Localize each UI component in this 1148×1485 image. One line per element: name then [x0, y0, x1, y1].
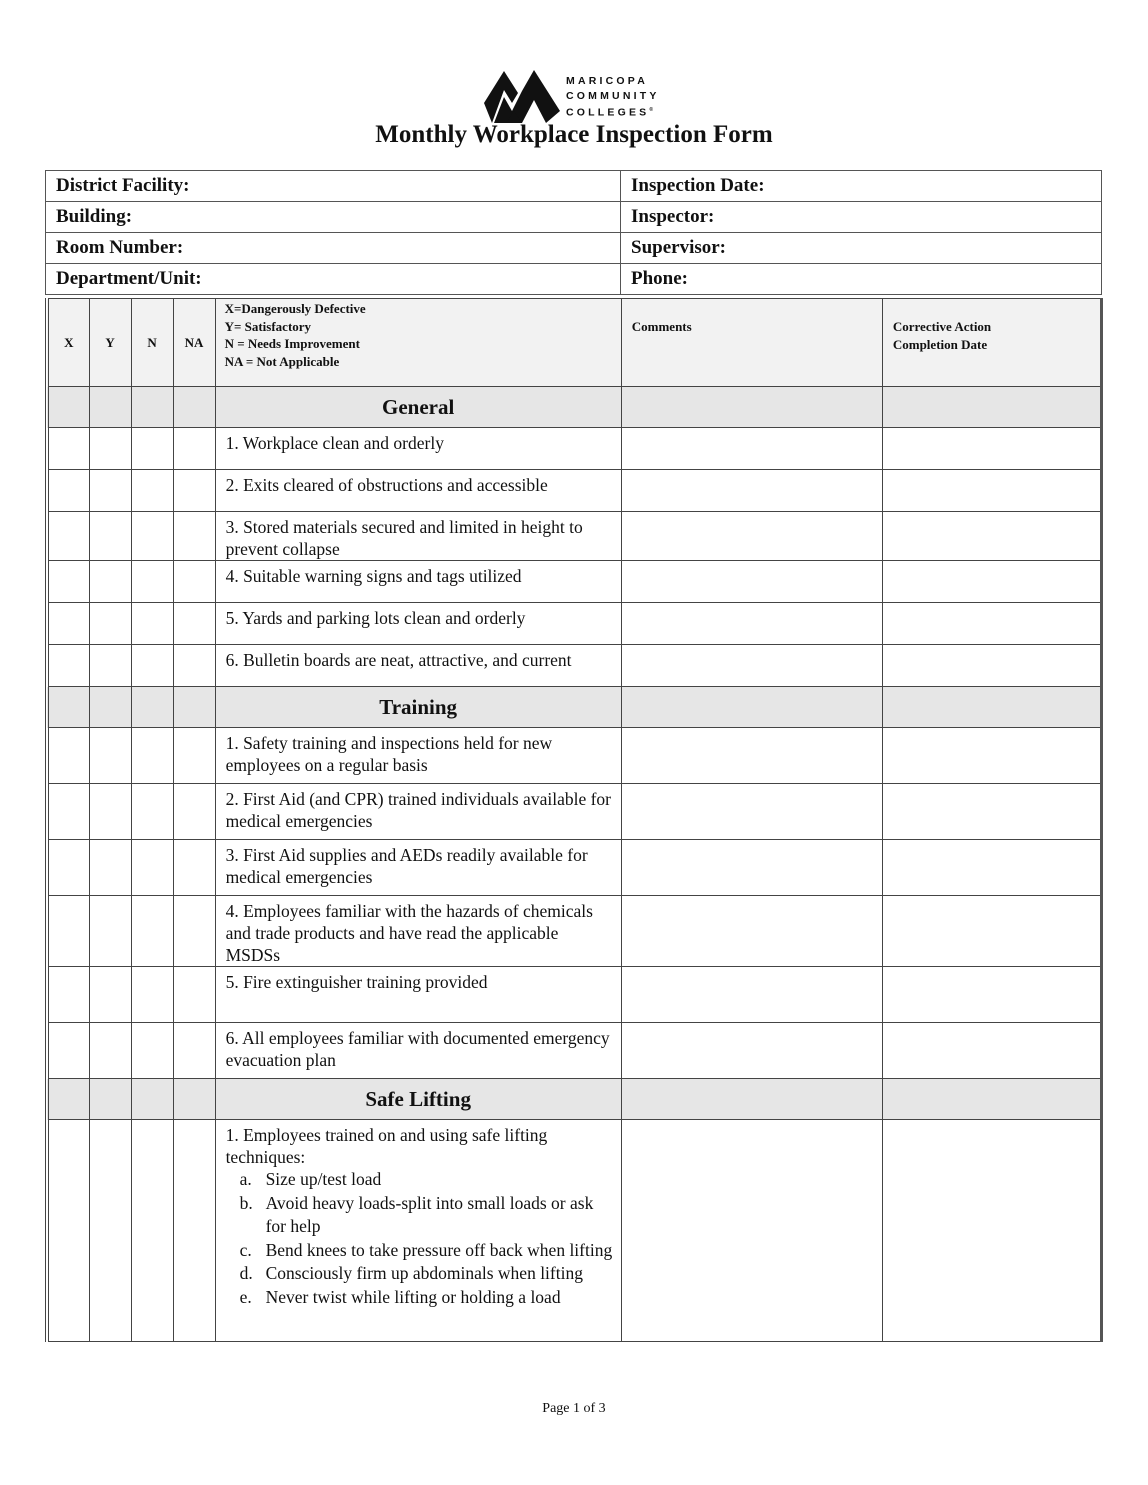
table-row: [47, 784, 1102, 840]
page-title: Monthly Workplace Inspection Form: [375, 121, 773, 148]
sub-item: [226, 1239, 613, 1263]
sub-item: [226, 1286, 613, 1310]
item-text: 2. First Aid (and CPR) trained individuals available for medical emergencies: [225, 789, 611, 831]
section-blank-cell: [621, 687, 882, 728]
rating-cell-na[interactable]: [173, 470, 215, 512]
section-blank-cell: [173, 387, 215, 428]
checklist-item: [215, 1023, 621, 1079]
rating-cell-x[interactable]: [47, 428, 89, 470]
rating-cell-y[interactable]: [89, 428, 131, 470]
sub-item-text: Size up/test load: [265, 1169, 382, 1189]
rating-cell-n[interactable]: [131, 645, 173, 687]
rating-cell-n[interactable]: [131, 967, 173, 1023]
table-row: [47, 1120, 1102, 1342]
mountain-logo-icon: [484, 67, 560, 123]
checklist-item: [215, 603, 621, 645]
rating-cell-n[interactable]: [131, 428, 173, 470]
checklist-item: [215, 561, 621, 603]
table-row: [47, 512, 1102, 561]
info-row: [46, 233, 1102, 264]
section-blank-cell: [173, 687, 215, 728]
item-text: 1. Workplace clean and orderly: [225, 433, 444, 453]
rating-cell-na[interactable]: [173, 896, 215, 967]
sub-item-text: Consciously firm up abdominals when lifting: [265, 1263, 583, 1283]
rating-cell-n[interactable]: [131, 470, 173, 512]
info-row: [46, 202, 1102, 233]
comments-cell[interactable]: [621, 840, 882, 896]
sub-item: [226, 1262, 613, 1286]
rating-cell-y[interactable]: [89, 967, 131, 1023]
section-blank-cell: [882, 687, 1101, 728]
district-facility-field[interactable]: District Facility:: [46, 171, 621, 202]
rating-cell-na[interactable]: [173, 967, 215, 1023]
sub-item-letter: d.: [239, 1263, 253, 1283]
completion-date-cell[interactable]: [882, 561, 1101, 603]
comments-cell[interactable]: [621, 645, 882, 687]
rating-cell-n[interactable]: [131, 561, 173, 603]
sub-item-text: Bend knees to take pressure off back when lifting: [265, 1239, 613, 1260]
sub-item-text: Avoid heavy loads-split into small loads or ask for help: [265, 1192, 594, 1236]
sub-item-letter: e.: [239, 1286, 252, 1307]
rating-cell-y[interactable]: [89, 512, 131, 561]
department-unit-field[interactable]: Department/Unit:: [46, 264, 621, 295]
rating-cell-y[interactable]: [89, 784, 131, 840]
completion-date-cell[interactable]: [882, 967, 1101, 1023]
page-number: Page 1 of 3: [542, 1401, 606, 1416]
rating-cell-n[interactable]: [131, 728, 173, 784]
sub-item: [226, 1168, 613, 1192]
logo-line: COMMUNITY: [566, 89, 660, 102]
table-row: [47, 645, 1102, 687]
table-row: [47, 1023, 1102, 1079]
comments-cell[interactable]: [621, 1023, 882, 1079]
rating-cell-y[interactable]: [89, 603, 131, 645]
table-row: [47, 428, 1102, 470]
legend-line: N = Needs Improvement: [224, 336, 360, 351]
comments-cell[interactable]: [621, 896, 882, 967]
rating-cell-na[interactable]: [173, 784, 215, 840]
building-field[interactable]: Building:: [46, 202, 621, 233]
rating-cell-na[interactable]: [173, 603, 215, 645]
column-header-corrective-action: [882, 299, 1101, 387]
comments-cell[interactable]: [621, 967, 882, 1023]
section-blank-cell: [131, 1079, 173, 1120]
rating-cell-x[interactable]: [47, 603, 89, 645]
completion-date-cell[interactable]: [882, 470, 1101, 512]
section-blank-cell: [131, 387, 173, 428]
header-line: Completion Date: [892, 336, 988, 352]
table-row: [47, 967, 1102, 1023]
inspector-field[interactable]: Inspector:: [621, 202, 1102, 233]
item-text: 4. Employees familiar with the hazards of chemicals and trade products and have read the applicable MSDSs: [225, 901, 593, 965]
section-blank-cell: [47, 687, 89, 728]
completion-date-cell[interactable]: [882, 784, 1101, 840]
rating-cell-y[interactable]: [89, 1023, 131, 1079]
inspection-date-field[interactable]: Inspection Date:: [621, 171, 1102, 202]
rating-cell-n[interactable]: [131, 603, 173, 645]
section-title: Safe Lifting: [215, 1079, 621, 1120]
comments-cell[interactable]: [621, 512, 882, 561]
checklist-item: [215, 428, 621, 470]
rating-cell-y[interactable]: [89, 840, 131, 896]
completion-date-cell[interactable]: [882, 1120, 1101, 1342]
table-row: [47, 840, 1102, 896]
rating-cell-n[interactable]: [131, 784, 173, 840]
comments-cell[interactable]: [621, 1120, 882, 1342]
legend-line: NA = Not Applicable: [224, 353, 340, 369]
completion-date-cell[interactable]: [882, 645, 1101, 687]
section-blank-cell: [621, 387, 882, 428]
checklist-item: [215, 728, 621, 784]
column-header-y: Y: [89, 299, 131, 387]
checklist-item: [215, 967, 621, 1023]
rating-legend: [215, 299, 621, 387]
item-text: 3. Stored materials secured and limited in height to prevent collapse: [225, 517, 583, 559]
item-text: 2. Exits cleared of obstructions and accessible: [225, 475, 548, 495]
rating-cell-x[interactable]: [47, 840, 89, 896]
section-blank-cell: [89, 387, 131, 428]
rating-cell-n[interactable]: [131, 1023, 173, 1079]
section-header-row: [47, 387, 1102, 428]
item-text: 6. Bulletin boards are neat, attractive, and current: [225, 650, 572, 670]
section-title: Training: [215, 687, 621, 728]
item-text: 1. Safety training and inspections held for new employees on a regular basis: [225, 733, 553, 775]
supervisor-field[interactable]: Supervisor:: [621, 233, 1102, 264]
section-blank-cell: [173, 1079, 215, 1120]
section-blank-cell: [621, 1079, 882, 1120]
completion-date-cell[interactable]: [882, 896, 1101, 967]
rating-cell-na[interactable]: [173, 561, 215, 603]
section-blank-cell: [882, 387, 1101, 428]
item-text: 5. Fire extinguisher training provided: [225, 972, 488, 992]
sub-item-letter: c.: [239, 1239, 252, 1260]
info-row: [46, 171, 1102, 202]
section-header-row: [47, 1079, 1102, 1120]
rating-cell-y[interactable]: [89, 470, 131, 512]
item-text: 1. Employees trained on and using safe lifting techniques:: [225, 1125, 548, 1167]
rating-cell-x[interactable]: [47, 1023, 89, 1079]
rating-cell-y[interactable]: [89, 561, 131, 603]
table-row: [47, 896, 1102, 967]
rating-cell-y[interactable]: [89, 896, 131, 967]
rating-cell-y[interactable]: [89, 1120, 131, 1342]
info-table: [45, 170, 1102, 295]
item-text: 4. Suitable warning signs and tags utilized: [225, 566, 522, 586]
sub-item: [226, 1192, 613, 1239]
comments-cell[interactable]: [621, 784, 882, 840]
checklist-item: [215, 1120, 621, 1342]
legend-line: X=Dangerously Defective: [224, 301, 366, 316]
column-header-na: NA: [173, 299, 215, 387]
section-blank-cell: [47, 387, 89, 428]
table-row: [47, 561, 1102, 603]
room-number-field[interactable]: Room Number:: [46, 233, 621, 264]
table-row: [47, 603, 1102, 645]
rating-cell-x[interactable]: [47, 784, 89, 840]
inspection-table: [45, 298, 1103, 1342]
rating-cell-y[interactable]: [89, 645, 131, 687]
column-header-n: N: [131, 299, 173, 387]
item-text: 6. All employees familiar with documented emergency evacuation plan: [225, 1028, 610, 1070]
table-row: [47, 728, 1102, 784]
comments-cell[interactable]: [621, 470, 882, 512]
comments-cell[interactable]: [621, 561, 882, 603]
rating-cell-n[interactable]: [131, 1120, 173, 1342]
logo-line: COLLEGES: [566, 106, 650, 119]
checklist-item: [215, 840, 621, 896]
completion-date-cell[interactable]: [882, 728, 1101, 784]
comments-cell[interactable]: [621, 728, 882, 784]
comments-cell[interactable]: [621, 603, 882, 645]
item-text: 5. Yards and parking lots clean and orderly: [225, 608, 526, 628]
checklist-item: [215, 512, 621, 561]
checklist-item: [215, 784, 621, 840]
info-row: [46, 264, 1102, 295]
section-blank-cell: [131, 687, 173, 728]
section-blank-cell: [89, 1079, 131, 1120]
registered-mark: ®: [649, 107, 654, 113]
completion-date-cell[interactable]: [882, 512, 1101, 561]
rating-cell-na[interactable]: [173, 1120, 215, 1342]
rating-cell-x[interactable]: [47, 512, 89, 561]
section-blank-cell: [47, 1079, 89, 1120]
rating-cell-x[interactable]: [47, 561, 89, 603]
checklist-item: [215, 470, 621, 512]
rating-cell-x[interactable]: [47, 967, 89, 1023]
column-header-comments: Comments: [621, 299, 882, 387]
rating-cell-x[interactable]: [47, 470, 89, 512]
sub-item-text: Never twist while lifting or holding a load: [265, 1286, 561, 1307]
rating-cell-x[interactable]: [47, 645, 89, 687]
rating-cell-na[interactable]: [173, 840, 215, 896]
header-line: Corrective Action: [892, 319, 992, 334]
sub-item-letter: b.: [239, 1192, 253, 1213]
completion-date-cell[interactable]: [882, 428, 1101, 470]
section-blank-cell: [89, 687, 131, 728]
section-title: General: [215, 387, 621, 428]
table-header-row: [47, 299, 1102, 387]
rating-cell-na[interactable]: [173, 645, 215, 687]
logo-line: MARICOPA: [566, 75, 648, 87]
rating-cell-x[interactable]: [47, 728, 89, 784]
section-header-row: [47, 687, 1102, 728]
comments-cell[interactable]: [621, 428, 882, 470]
sub-item-letter: a.: [239, 1169, 252, 1189]
completion-date-cell[interactable]: [882, 1023, 1101, 1079]
completion-date-cell[interactable]: [882, 603, 1101, 645]
logo-wordmark: [566, 74, 660, 120]
rating-cell-na[interactable]: [173, 728, 215, 784]
item-text: 3. First Aid supplies and AEDs readily available for medical emergencies: [225, 845, 588, 887]
completion-date-cell[interactable]: [882, 840, 1101, 896]
legend-line: Y= Satisfactory: [224, 318, 312, 334]
rating-cell-y[interactable]: [89, 728, 131, 784]
checklist-item: [215, 645, 621, 687]
rating-cell-na[interactable]: [173, 1023, 215, 1079]
checklist-item: [215, 896, 621, 967]
column-header-x: X: [47, 299, 89, 387]
rating-cell-x[interactable]: [47, 1120, 89, 1342]
maricopa-logo: [484, 67, 664, 123]
rating-cell-na[interactable]: [173, 428, 215, 470]
section-blank-cell: [882, 1079, 1101, 1120]
table-row: [47, 470, 1102, 512]
rating-cell-n[interactable]: [131, 896, 173, 967]
rating-cell-x[interactable]: [47, 896, 89, 967]
rating-cell-n[interactable]: [131, 512, 173, 561]
phone-field[interactable]: Phone:: [621, 264, 1102, 295]
rating-cell-na[interactable]: [173, 512, 215, 561]
rating-cell-n[interactable]: [131, 840, 173, 896]
